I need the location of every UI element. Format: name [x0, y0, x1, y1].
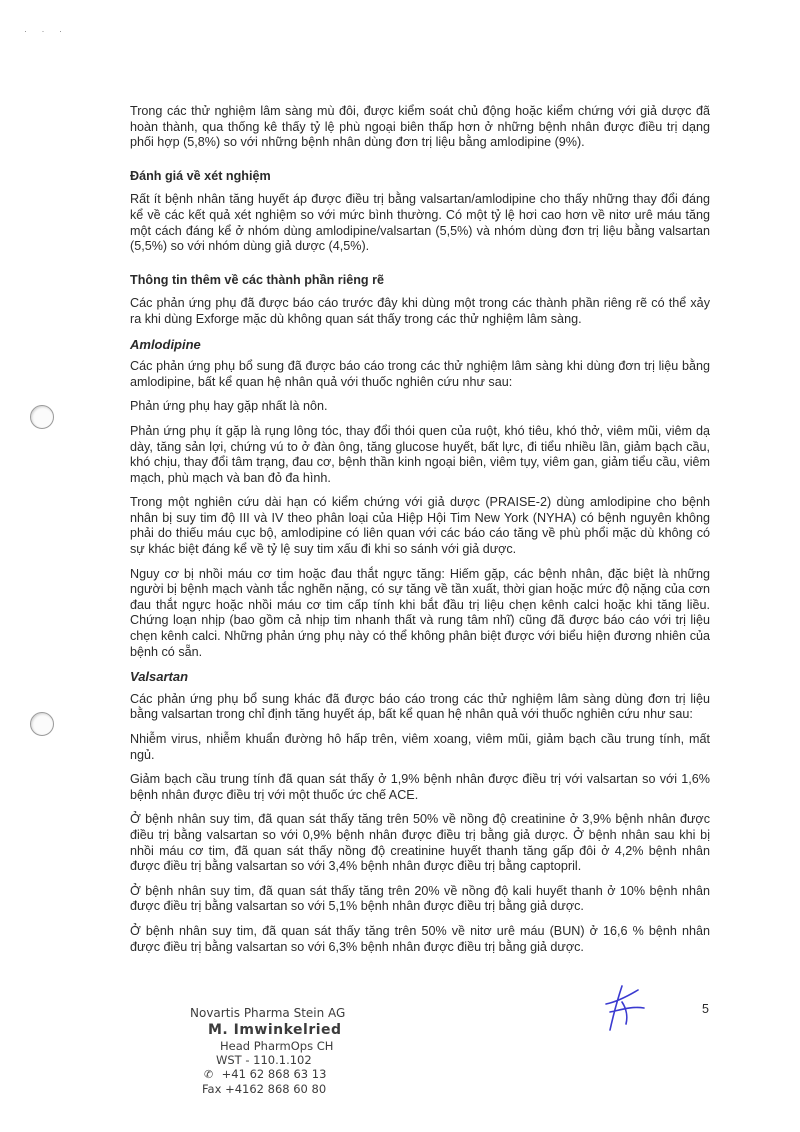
paragraph: Các phản ứng phụ bổ sung đã được báo cáo trong các thử nghiệm lâm sàng khi dùng đơn trị liệu bằng amlodipine, bất kể quan hệ nhân quả với thuốc nghiên cứu như sau:: [130, 359, 710, 389]
handwritten-signature: [592, 982, 656, 1034]
scan-specks: · · ·: [24, 26, 68, 36]
paragraph: Ở bệnh nhân suy tim, đã quan sát thấy tăng trên 20% về nồng độ kali huyết thanh ở 10% bệnh nhân được điều trị bằng valsartan so với 5,1% bệnh nhân được điều trị bằng giả dược.: [130, 883, 710, 914]
paragraph: Rất ít bệnh nhân tăng huyết áp được điều trị bằng valsartan/amlodipine cho thấy những thay đổi đáng kể về các kết quả xét nghiệm so với mức bình thường. Có một tỷ lệ hơi cao hơn về nitơ urê máu tăng một cách đáng kể ở nhóm dùng amlodipine/valsartan (5,5%) và nhóm dùng đơn trị liệu bằng valsartan (5,5%) so với nhóm dùng giả dược (4,5%).: [130, 192, 710, 254]
paragraph: Trong một nghiên cứu dài hạn có kiểm chứng với giả dược (PRAISE-2) dùng amlodipine cho bệnh nhân bị suy tim độ III và IV theo phân loại của Hiệp Hội Tim New York (NYHA) có bệnh nguyên không phải do thiếu máu cục bộ, amlodipine có liên quan với các báo cáo tăng về phù phổi mặc dù không có sự khác biệt đáng kể về tỷ lệ suy tim xấu đi khi so sánh với giả dược.: [130, 495, 710, 557]
paragraph: Ở bệnh nhân suy tim, đã quan sát thấy tăng trên 50% về nitơ urê máu (BUN) ở 16,6 % bệnh nhân được điều trị bằng valsartan so với 6,3% bệnh nhân được điều trị bằng giả dược.: [130, 923, 710, 954]
paragraph: Nguy cơ bị nhồi máu cơ tim hoặc đau thắt ngực tăng: Hiếm gặp, các bệnh nhân, đặc biệt là những người bị bệnh mạch vành tắc nghẽn nặng, có sự tăng về tần xuất, thời gian hoặc mức độ nặng của cơn đau thắt ngực hoặc nhồi máu cơ tim cấp tính khi bắt đầu trị liệu chẹn kênh calci hoặc khi tăng liều. Chứng loạn nhịp (bao gồm cả nhịp tim nhanh thất và rung tâm nhĩ) cũng đã được báo cáo với trị liệu chẹn kênh calci. Những phản ứng phụ này có thể không phân biệt được với biểu hiện đương nhiên của bệnh có sẵn.: [130, 566, 710, 659]
body-text: [130, 104, 710, 964]
paragraph: Ở bệnh nhân suy tim, đã quan sát thấy tăng trên 50% về nồng độ creatinine ở 3,9% bệnh nhân được điều trị bằng valsartan so với 0,9% bệnh nhân được điều trị bằng giả dược. Ở bệnh nhân sau khi bị nhồi máu cơ tim, đã quan sát thấy nồng độ creatinine huyết thanh tăng gấp đôi ở 4,2% bệnh nhân được điều trị bằng valsartan so với 3,4% bệnh nhân được điều trị bằng captopril.: [130, 812, 710, 874]
section-heading-lab: Đánh giá về xét nghiệm: [130, 168, 271, 183]
page-number: 5: [702, 1002, 709, 1016]
subheading-amlodipine: Amlodipine: [130, 336, 201, 352]
paragraph: Trong các thử nghiệm lâm sàng mù đôi, được kiểm soát chủ động hoặc kiểm chứng với giả dược đã hoàn thành, qua thống kê thấy tỷ lệ phù ngoại biên thấp hơn ở những bệnh nhân được điều trị dạng phối hợp (5,8%) so với những bệnh nhân dùng đơn trị liệu bằng amlodipine (9%).: [130, 104, 710, 150]
stamp-company: Novartis Pharma Stein AG: [190, 1006, 346, 1020]
company-stamp: [190, 1006, 390, 1096]
section-heading-components: Thông tin thêm về các thành phần riêng rẽ: [130, 272, 385, 287]
subheading-valsartan: Valsartan: [130, 669, 189, 685]
binder-hole-bottom: [30, 712, 54, 736]
paragraph: Giảm bạch cầu trung tính đã quan sát thấy ở 1,9% bệnh nhân được điều trị với valsartan so với 1,6% bệnh nhân được điều trị với một thuốc ức chế ACE.: [130, 772, 710, 802]
paragraph: Các phản ứng phụ đã được báo cáo trước đây khi dùng một trong các thành phần riêng rẽ có thể xảy ra khi dùng Exforge mặc dù không quan sát thấy trong các thử nghiệm lâm sàng.: [130, 296, 710, 326]
stamp-name: M. Imwinkelried: [208, 1022, 342, 1038]
stamp-phone-line: [190, 1067, 390, 1082]
stamp-role: Head PharmOps CH: [220, 1039, 334, 1053]
paragraph: Phản ứng phụ ít gặp là rụng lông tóc, thay đổi thói quen của ruột, khó tiêu, khó thở, viêm mũi, viêm dạ dày, tăng sản lợi, chứng vú to ở đàn ông, tăng glucose huyết, bất lực, đi tiểu nhiều lần, giảm bạch cầu, khó chịu, thay đổi tâm trạng, đau cơ, bệnh thần kinh ngoại biên, viêm tụy, viêm gan, giảm tiểu cầu, viêm mạch, phù mạch và ban đỏ đa hình.: [130, 423, 710, 485]
paragraph: Các phản ứng phụ bổ sung khác đã được báo cáo trong các thử nghiệm lâm sàng dùng đơn trị liệu bằng valsartan trong chỉ định tăng huyết áp, bất kể quan hệ nhân quả với thuốc nghiên cứu như sau:: [130, 691, 710, 722]
phone-icon: ✆: [204, 1068, 214, 1081]
stamp-code: WST - 110.1.102: [216, 1053, 312, 1067]
paragraph: Phản ứng phụ hay gặp nhất là nôn.: [130, 399, 328, 414]
binder-hole-top: [30, 405, 54, 429]
stamp-phone: +41 62 868 63 13: [221, 1067, 327, 1081]
paragraph: Nhiễm virus, nhiễm khuẩn đường hô hấp trên, viêm xoang, viêm mũi, giảm bạch cầu trung tính, mất ngủ.: [130, 732, 710, 762]
stamp-fax: Fax +4162 868 60 80: [202, 1082, 327, 1096]
